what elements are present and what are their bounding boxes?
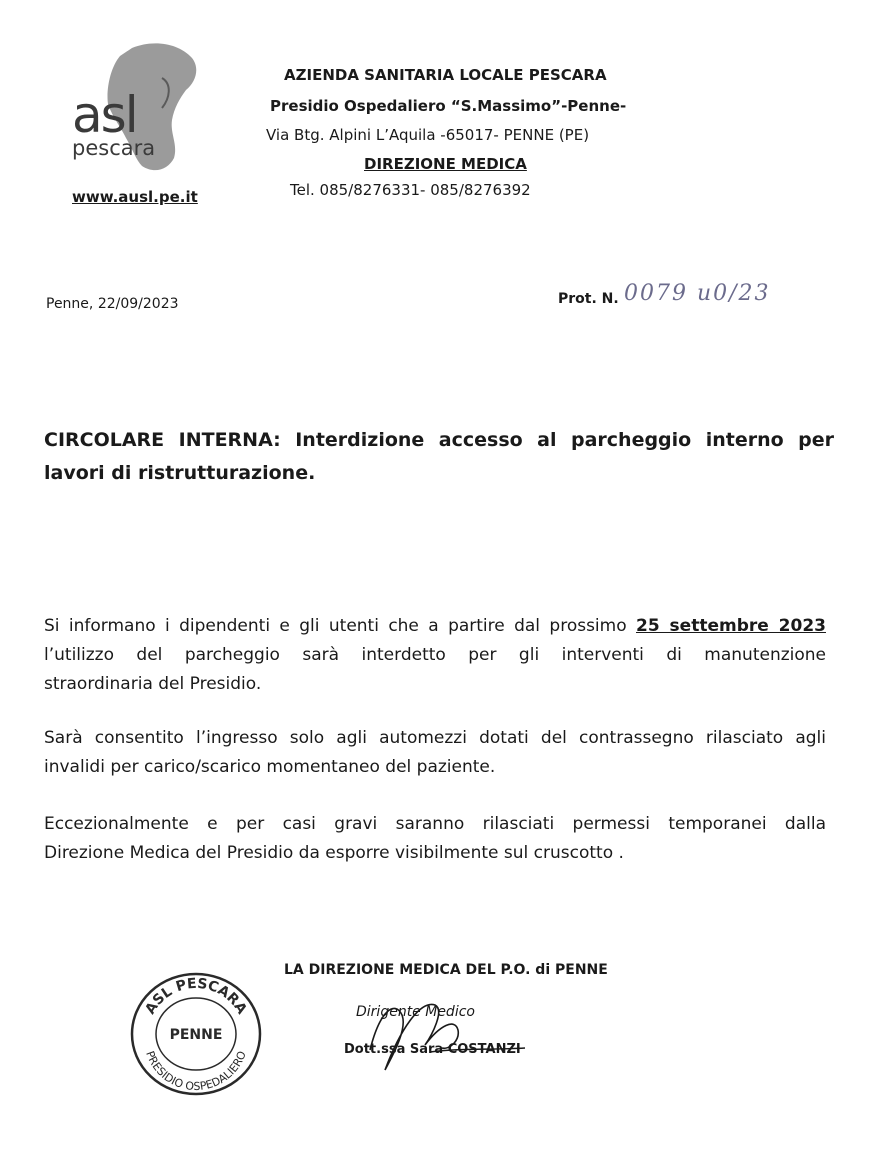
logo-mark: asl	[72, 86, 137, 144]
protocol-label: Prot. N.	[558, 291, 619, 307]
document-date: Penne, 22/09/2023	[46, 296, 179, 312]
paragraph-3-line-1: Eccezionalmente e per casi gravi saranno rilasciati permessi temporanei dalla	[44, 814, 826, 834]
paragraph-1-text: Si informano i dipendenti e gli utenti che a partire dal prossimo	[44, 616, 636, 636]
logo-city: pescara	[72, 136, 156, 160]
stamp-bottom-text: PRESIDIO OSPEDALIERO	[143, 1049, 249, 1094]
phone: Tel. 085/8276331- 085/8276392	[290, 181, 531, 199]
hospital-name: Presidio Ospedaliero “S.Massimo”-Penne-	[270, 97, 627, 115]
paragraph-2-line-1: Sarà consentito l’ingresso solo agli automezzi dotati del contrassegno rilasciato agli	[44, 728, 826, 748]
official-stamp	[126, 968, 266, 1098]
signature-title: LA DIREZIONE MEDICA DEL P.O. di PENNE	[284, 962, 608, 978]
protocol-number: 0079 u0/23	[624, 281, 771, 306]
svg-text:ASL PESCARA	[142, 976, 249, 1017]
signer-name: Dott.ssa Sara COSTANZI	[344, 1042, 521, 1057]
paragraph-3	[44, 810, 826, 868]
org-name: AZIENDA SANITARIA LOCALE PESCARA	[284, 66, 607, 84]
paragraph-1	[44, 612, 826, 699]
department: DIREZIONE MEDICA	[364, 155, 527, 173]
paragraph-2-line-2: invalidi per carico/scarico momentaneo del paziente.	[44, 757, 496, 777]
paragraph-1-line-1	[44, 612, 826, 641]
subject-line-2: lavori di ristrutturazione.	[44, 462, 316, 484]
paragraph-3-line-2: Direzione Medica del Presidio da esporre visibilmente sul cruscotto .	[44, 843, 624, 863]
effective-date: 25 settembre 2023	[636, 616, 826, 636]
website-link[interactable]: www.ausl.pe.it	[72, 188, 198, 206]
paragraph-1-line-2: l’utilizzo del parcheggio sarà interdetto per gli interventi di manutenzione	[44, 645, 826, 665]
subject	[44, 424, 834, 490]
asl-logo	[62, 38, 212, 213]
subject-line-1: CIRCOLARE INTERNA: Interdizione accesso al parcheggio interno per	[44, 429, 834, 451]
svg-text:PRESIDIO OSPEDALIERO	[143, 1049, 249, 1093]
stamp-center-text: PENNE	[169, 1027, 223, 1043]
paragraph-1-line-3: straordinaria del Presidio.	[44, 674, 262, 694]
stamp-top-text: ASL PESCARA	[142, 975, 250, 1018]
address: Via Btg. Alpini L’Aquila -65017- PENNE (PE)	[266, 126, 590, 144]
paragraph-2	[44, 724, 826, 782]
signer-role: Dirigente Medico	[356, 1004, 475, 1020]
